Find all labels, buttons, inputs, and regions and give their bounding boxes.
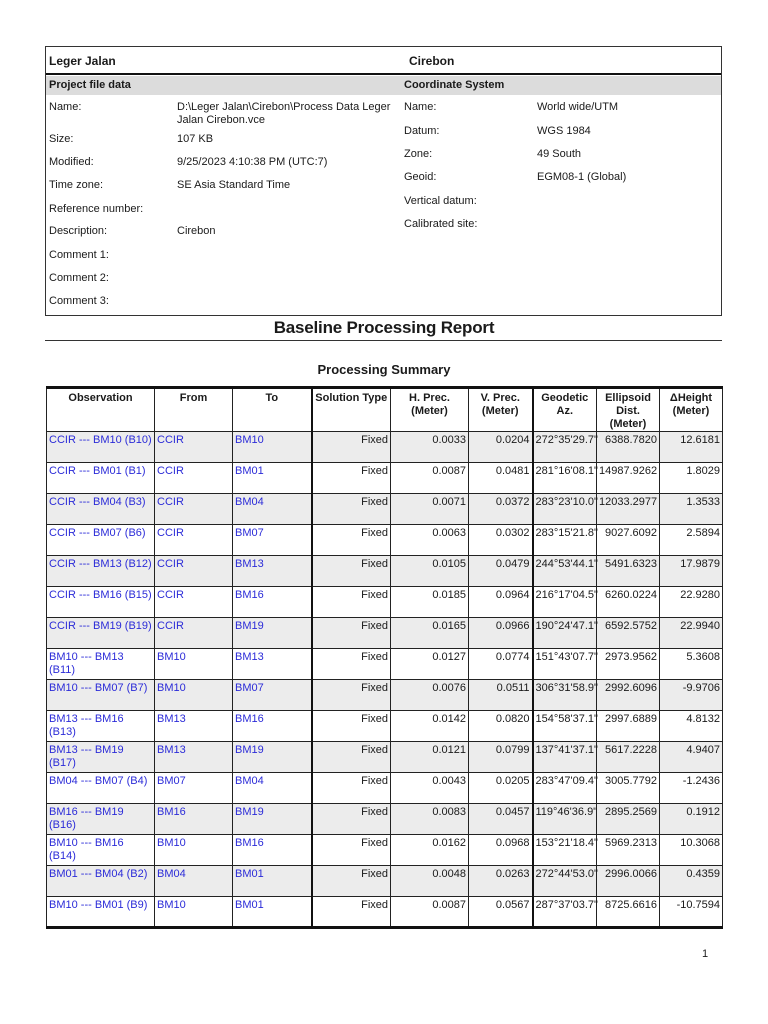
field-value: WGS 1984 [537, 125, 591, 137]
table-row [47, 463, 723, 494]
delta-height-cell: -9.9706 [660, 680, 723, 711]
ellipsoid-dist-cell: 14987.9262 [597, 463, 660, 494]
field-label: Name: [404, 101, 437, 113]
geodetic-az-cell: 272°35'29.7" [533, 432, 597, 463]
from-point-link[interactable]: BM10 [155, 649, 233, 680]
h-prec-cell: 0.0048 [391, 866, 469, 897]
field-label: Vertical datum: [404, 195, 477, 207]
to-point-link[interactable]: BM19 [233, 742, 312, 773]
observation-link[interactable]: BM10 --- BM07 (B7) [47, 680, 155, 711]
to-point-link[interactable]: BM16 [233, 711, 312, 742]
h-prec-cell: 0.0033 [391, 432, 469, 463]
column-header-observation: Observation [47, 388, 155, 432]
geodetic-az-cell: 281°16'08.1" [533, 463, 597, 494]
from-point-link[interactable]: BM10 [155, 835, 233, 866]
project-header-box [45, 46, 722, 316]
geodetic-az-cell: 154°58'37.1" [533, 711, 597, 742]
solution-type-cell: Fixed [312, 773, 391, 804]
from-point-link[interactable]: BM04 [155, 866, 233, 897]
observation-link[interactable]: CCIR --- BM04 (B3) [47, 494, 155, 525]
delta-height-cell: 10.3068 [660, 835, 723, 866]
table-row [47, 711, 723, 742]
processing-summary-title: Processing Summary [317, 362, 451, 377]
table-row [47, 649, 723, 680]
header-title-row [46, 47, 721, 75]
processing-summary-table [46, 386, 723, 929]
to-point-link[interactable]: BM19 [233, 618, 312, 649]
v-prec-cell: 0.0774 [469, 649, 533, 680]
observation-link[interactable]: BM04 --- BM07 (B4) [47, 773, 155, 804]
to-point-link[interactable]: BM04 [233, 773, 312, 804]
delta-height-cell: 22.9280 [660, 587, 723, 618]
field-value: 107 KB [177, 133, 214, 145]
observation-link[interactable]: CCIR --- BM13 (B12) [47, 556, 155, 587]
from-point-link[interactable]: CCIR [155, 587, 233, 618]
v-prec-cell: 0.0457 [469, 804, 533, 835]
field-value: D:\Leger Jalan\Cirebon\Process Data Leger Jalan Cirebon.vce [177, 101, 391, 126]
solution-type-cell: Fixed [312, 463, 391, 494]
delta-height-cell: 0.4359 [660, 866, 723, 897]
ellipsoid-dist-cell: 6592.5752 [597, 618, 660, 649]
h-prec-cell: 0.0071 [391, 494, 469, 525]
v-prec-cell: 0.0966 [469, 618, 533, 649]
to-point-link[interactable]: BM07 [233, 525, 312, 556]
solution-type-cell: Fixed [312, 897, 391, 928]
to-point-link[interactable]: BM16 [233, 835, 312, 866]
field-label: Datum: [404, 125, 440, 137]
table-row [47, 618, 723, 649]
delta-height-cell: 2.5894 [660, 525, 723, 556]
from-point-link[interactable]: BM10 [155, 680, 233, 711]
to-point-link[interactable]: BM10 [233, 432, 312, 463]
column-header-ellipsoid-dist: Ellipsoid Dist. (Meter) [597, 388, 660, 432]
field-label: Size: [49, 133, 74, 145]
h-prec-cell: 0.0162 [391, 835, 469, 866]
ellipsoid-dist-cell: 2973.9562 [597, 649, 660, 680]
field-label: Comment 2: [49, 272, 109, 284]
solution-type-cell: Fixed [312, 556, 391, 587]
from-point-link[interactable]: BM13 [155, 742, 233, 773]
v-prec-cell: 0.0204 [469, 432, 533, 463]
delta-height-cell: -1.2436 [660, 773, 723, 804]
v-prec-cell: 0.0511 [469, 680, 533, 711]
solution-type-cell: Fixed [312, 680, 391, 711]
field-label: Geoid: [404, 171, 437, 183]
geodetic-az-cell: 153°21'18.4" [533, 835, 597, 866]
table-row [47, 525, 723, 556]
page-number: 1 [702, 948, 709, 960]
from-point-link[interactable]: CCIR [155, 494, 233, 525]
geodetic-az-cell: 283°23'10.0" [533, 494, 597, 525]
h-prec-cell: 0.0076 [391, 680, 469, 711]
solution-type-cell: Fixed [312, 587, 391, 618]
field-value: 49 South [537, 148, 582, 160]
h-prec-cell: 0.0063 [391, 525, 469, 556]
solution-type-cell: Fixed [312, 835, 391, 866]
from-point-link[interactable]: BM10 [155, 897, 233, 928]
v-prec-cell: 0.0481 [469, 463, 533, 494]
geodetic-az-cell: 283°47'09.4" [533, 773, 597, 804]
field-value: 9/25/2023 4:10:38 PM (UTC:7) [177, 156, 328, 168]
column-header-solution-type: Solution Type [312, 388, 391, 432]
observation-link[interactable]: BM01 --- BM04 (B2) [47, 866, 155, 897]
column-header-v-prec: V. Prec. (Meter) [469, 388, 533, 432]
delta-height-cell: 22.9940 [660, 618, 723, 649]
field-label: Modified: [49, 156, 94, 168]
solution-type-cell: Fixed [312, 711, 391, 742]
observation-link[interactable]: BM10 --- BM16 (B14) [47, 835, 155, 866]
field-label: Reference number: [49, 203, 144, 215]
delta-height-cell: 12.6181 [660, 432, 723, 463]
delta-height-cell: 4.9407 [660, 742, 723, 773]
from-point-link[interactable]: CCIR [155, 556, 233, 587]
geodetic-az-cell: 190°24'47.1" [533, 618, 597, 649]
solution-type-cell: Fixed [312, 494, 391, 525]
h-prec-cell: 0.0105 [391, 556, 469, 587]
delta-height-cell: -10.7594 [660, 897, 723, 928]
section-header-bar [46, 76, 721, 95]
from-point-link[interactable]: CCIR [155, 463, 233, 494]
project-title: Leger Jalan [49, 54, 116, 68]
h-prec-cell: 0.0127 [391, 649, 469, 680]
geodetic-az-cell: 119°46'36.9" [533, 804, 597, 835]
table-row [47, 773, 723, 804]
solution-type-cell: Fixed [312, 525, 391, 556]
v-prec-cell: 0.0567 [469, 897, 533, 928]
field-value: World wide/UTM [537, 101, 619, 113]
column-header-geodetic-az: Geodetic Az. [533, 388, 597, 432]
to-point-link[interactable]: BM01 [233, 897, 312, 928]
observation-link[interactable]: BM13 --- BM19 (B17) [47, 742, 155, 773]
table-header-row [47, 388, 723, 432]
solution-type-cell: Fixed [312, 804, 391, 835]
to-point-link[interactable]: BM01 [233, 866, 312, 897]
table-row [47, 835, 723, 866]
solution-type-cell: Fixed [312, 432, 391, 463]
field-label: Name: [49, 101, 82, 113]
to-point-link[interactable]: BM19 [233, 804, 312, 835]
field-label: Zone: [404, 148, 433, 160]
observation-link[interactable]: CCIR --- BM19 (B19) [47, 618, 155, 649]
delta-height-cell: 0.1912 [660, 804, 723, 835]
ellipsoid-dist-cell: 2997.6889 [597, 711, 660, 742]
title-divider [45, 340, 722, 341]
table-row [47, 432, 723, 463]
table-row [47, 494, 723, 525]
h-prec-cell: 0.0087 [391, 897, 469, 928]
table-row [47, 680, 723, 711]
observation-link[interactable]: BM13 --- BM16 (B13) [47, 711, 155, 742]
table-row [47, 742, 723, 773]
v-prec-cell: 0.0479 [469, 556, 533, 587]
field-value: EGM08-1 (Global) [537, 171, 627, 183]
geodetic-az-cell: 306°31'58.9" [533, 680, 597, 711]
table-row [47, 556, 723, 587]
delta-height-cell: 17.9879 [660, 556, 723, 587]
solution-type-cell: Fixed [312, 649, 391, 680]
column-header-h-prec: H. Prec. (Meter) [391, 388, 469, 432]
v-prec-cell: 0.0964 [469, 587, 533, 618]
ellipsoid-dist-cell: 8725.6616 [597, 897, 660, 928]
observation-link[interactable]: CCIR --- BM01 (B1) [47, 463, 155, 494]
ellipsoid-dist-cell: 9027.6092 [597, 525, 660, 556]
v-prec-cell: 0.0205 [469, 773, 533, 804]
field-value: SE Asia Standard Time [177, 179, 291, 191]
from-point-link[interactable]: BM13 [155, 711, 233, 742]
ellipsoid-dist-cell: 2996.0066 [597, 866, 660, 897]
h-prec-cell: 0.0165 [391, 618, 469, 649]
site-title: Cirebon [409, 54, 455, 68]
ellipsoid-dist-cell: 3005.7792 [597, 773, 660, 804]
table-row [47, 866, 723, 897]
table-row [47, 897, 723, 928]
table-row [47, 804, 723, 835]
h-prec-cell: 0.0121 [391, 742, 469, 773]
observation-link[interactable]: BM16 --- BM19 (B16) [47, 804, 155, 835]
v-prec-cell: 0.0372 [469, 494, 533, 525]
column-header-to: To [233, 388, 312, 432]
to-point-link[interactable]: BM13 [233, 649, 312, 680]
v-prec-cell: 0.0302 [469, 525, 533, 556]
delta-height-cell: 5.3608 [660, 649, 723, 680]
field-label: Description: [49, 225, 108, 237]
field-label: Comment 1: [49, 249, 109, 261]
to-point-link[interactable]: BM01 [233, 463, 312, 494]
project-file-data-heading: Project file data [49, 79, 131, 91]
table-row [47, 587, 723, 618]
from-point-link[interactable]: CCIR [155, 525, 233, 556]
v-prec-cell: 0.0799 [469, 742, 533, 773]
h-prec-cell: 0.0043 [391, 773, 469, 804]
h-prec-cell: 0.0142 [391, 711, 469, 742]
field-label: Time zone: [49, 179, 104, 191]
delta-height-cell: 1.3533 [660, 494, 723, 525]
ellipsoid-dist-cell: 2895.2569 [597, 804, 660, 835]
to-point-link[interactable]: BM07 [233, 680, 312, 711]
ellipsoid-dist-cell: 5491.6323 [597, 556, 660, 587]
observation-link[interactable]: BM10 --- BM01 (B9) [47, 897, 155, 928]
delta-height-cell: 1.8029 [660, 463, 723, 494]
ellipsoid-dist-cell: 6260.0224 [597, 587, 660, 618]
geodetic-az-cell: 244°53'44.1" [533, 556, 597, 587]
geodetic-az-cell: 137°41'37.1" [533, 742, 597, 773]
field-value: Cirebon [177, 225, 216, 237]
solution-type-cell: Fixed [312, 866, 391, 897]
to-point-link[interactable]: BM13 [233, 556, 312, 587]
h-prec-cell: 0.0185 [391, 587, 469, 618]
v-prec-cell: 0.0820 [469, 711, 533, 742]
h-prec-cell: 0.0087 [391, 463, 469, 494]
field-label: Comment 3: [49, 295, 109, 307]
ellipsoid-dist-cell: 12033.2977 [597, 494, 660, 525]
ellipsoid-dist-cell: 5969.2313 [597, 835, 660, 866]
from-point-link[interactable]: BM16 [155, 804, 233, 835]
report-title: Baseline Processing Report [273, 318, 495, 337]
geodetic-az-cell: 151°43'07.7" [533, 649, 597, 680]
from-point-link[interactable]: CCIR [155, 618, 233, 649]
observation-link[interactable]: BM10 --- BM13 (B11) [47, 649, 155, 680]
observation-link[interactable]: CCIR --- BM07 (B6) [47, 525, 155, 556]
geodetic-az-cell: 287°37'03.7" [533, 897, 597, 928]
to-point-link[interactable]: BM16 [233, 587, 312, 618]
geodetic-az-cell: 272°44'53.0" [533, 866, 597, 897]
ellipsoid-dist-cell: 5617.2228 [597, 742, 660, 773]
geodetic-az-cell: 216°17'04.5" [533, 587, 597, 618]
solution-type-cell: Fixed [312, 742, 391, 773]
ellipsoid-dist-cell: 2992.6096 [597, 680, 660, 711]
ellipsoid-dist-cell: 6388.7820 [597, 432, 660, 463]
h-prec-cell: 0.0083 [391, 804, 469, 835]
coordinate-system-heading: Coordinate System [404, 79, 505, 91]
from-point-link[interactable]: BM07 [155, 773, 233, 804]
observation-link[interactable]: CCIR --- BM10 (B10) [47, 432, 155, 463]
observation-link[interactable]: CCIR --- BM16 (B15) [47, 587, 155, 618]
solution-type-cell: Fixed [312, 618, 391, 649]
to-point-link[interactable]: BM04 [233, 494, 312, 525]
column-header-delta-height: ΔHeight (Meter) [660, 388, 723, 432]
column-header-from: From [155, 388, 233, 432]
field-label: Calibrated site: [404, 218, 478, 230]
from-point-link[interactable]: CCIR [155, 432, 233, 463]
geodetic-az-cell: 283°15'21.8" [533, 525, 597, 556]
delta-height-cell: 4.8132 [660, 711, 723, 742]
v-prec-cell: 0.0263 [469, 866, 533, 897]
v-prec-cell: 0.0968 [469, 835, 533, 866]
